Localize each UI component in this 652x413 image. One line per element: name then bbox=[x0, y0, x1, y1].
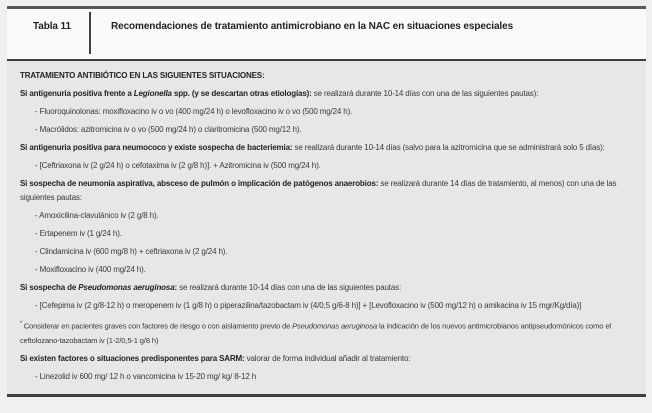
table-title: Recomendaciones de tratamiento antimicrobiano en la NAC en situaciones especiales bbox=[111, 21, 514, 32]
treatment-segment: : bbox=[174, 283, 180, 292]
treatment-line bbox=[20, 87, 636, 101]
treatment-line bbox=[20, 299, 636, 313]
table-label: Tabla 11 bbox=[33, 21, 71, 32]
treatment-segment: se realizará durante 14 días de tratamiento, al menos) con una de las siguientes pautas: bbox=[20, 179, 617, 202]
treatment-segment: Pseudomonas aeruginosa bbox=[292, 321, 378, 331]
treatment-line bbox=[20, 370, 636, 384]
treatment-line bbox=[20, 105, 636, 119]
treatment-line bbox=[20, 159, 636, 173]
table-card bbox=[7, 6, 646, 397]
treatment-line bbox=[20, 227, 636, 241]
treatment-content bbox=[20, 69, 636, 384]
treatment-segment: - Fluoroquinolonas: moxifloxacino iv o vo (400 mg/24 h) o levofloxacino iv o vo (500 mg/24 h). bbox=[35, 107, 353, 116]
treatment-segment: la indicación de los nuevos antimicrobianos antipseudomónicos como el ceftolozano-tazobactam iv (1-2/0,5-1 g/8 h) bbox=[20, 321, 611, 345]
treatment-line bbox=[20, 69, 636, 83]
treatment-segment: - Clindamicina iv (600 mg/8 h) + ceftriaxona iv (2 g/24 h). bbox=[35, 247, 228, 256]
treatment-line bbox=[20, 352, 636, 366]
treatment-line bbox=[20, 281, 636, 295]
treatment-segment: Pseudomonas aeruginosa bbox=[78, 283, 175, 292]
treatment-segment: - Macrólidos: azitromicina iv o vo (500 mg/24 h) o claritromicina (500 mg/12 h). bbox=[35, 125, 302, 134]
treatment-segment: Legionella bbox=[133, 89, 172, 98]
treatment-line bbox=[20, 245, 636, 259]
treatment-line bbox=[20, 263, 636, 277]
treatment-segment: spp. (y se descartan otras etiologías): bbox=[171, 89, 314, 98]
treatment-segment: valorar de forma individual añadir al tratamiento: bbox=[246, 353, 411, 363]
treatment-line bbox=[20, 141, 636, 155]
treatment-line bbox=[20, 123, 636, 137]
treatment-segment: - Amoxicilina-clavulánico iv (2 g/8 h). bbox=[35, 211, 159, 220]
treatment-segment: Si antigenuria positiva para neumococo y existe sospecha de bacteriemia: bbox=[20, 143, 295, 152]
treatment-segment: - Ertapenem iv (1 g/24 h). bbox=[35, 229, 122, 238]
treatment-segment: se realizará durante 10-14 días con una de las siguientes pautas: bbox=[179, 283, 402, 292]
treatment-segment: Si sospecha de neumonía aspirativa, absceso de pulmón o implicación de patógenos anaerobios: bbox=[20, 179, 381, 188]
treatment-segment: - Moxifloxacino iv (400 mg/24 h). bbox=[35, 265, 146, 274]
treatment-segment: - [Cefepima iv (2 g/8-12 h) o meropenem iv (1 g/8 h) o piperazilina/tazobactam iv (4/0,5 g/6-8 h)] + [Levofloxacino iv (500 mg/12 h) o amikacina iv 15 mgr/Kg/día)] bbox=[35, 301, 582, 310]
treatment-line bbox=[20, 177, 636, 205]
table-body bbox=[7, 61, 646, 397]
treatment-segment: se realizará durante 10-14 días (salvo para la azitromicina que se administrará solo 5 días): bbox=[294, 143, 605, 152]
treatment-segment: - Linezolid iv 600 mg/ 12 h o vancomicina iv 15-20 mg/ kg/ 8-12 h bbox=[35, 371, 257, 381]
treatment-segment: * bbox=[20, 321, 24, 327]
treatment-segment: Si existen factores o situaciones predisponentes para SARM: bbox=[20, 353, 247, 363]
treatment-line bbox=[20, 209, 636, 223]
treatment-segment: - [Ceftriaxona iv (2 g/24 h) o cefotaxima iv (2 g/8 h)]. + Azitromicina iv (500 mg/24 h). bbox=[35, 161, 321, 170]
treatment-segment: Considerar en pacientes graves con factores de riesgo o con aislamiento previo de bbox=[23, 321, 293, 331]
treatment-segment: Si sospecha de bbox=[20, 283, 79, 292]
table-header bbox=[7, 9, 646, 61]
treatment-segment: Si antigenuria positiva frente a bbox=[20, 89, 134, 98]
treatment-segment: se realizará durante 10-14 días con una de las siguientes pautas): bbox=[313, 89, 539, 98]
treatment-line bbox=[20, 317, 636, 348]
treatment-segment: TRATAMIENTO ANTIBIÓTICO EN LAS SIGUIENTES SITUACIONES: bbox=[20, 71, 265, 80]
